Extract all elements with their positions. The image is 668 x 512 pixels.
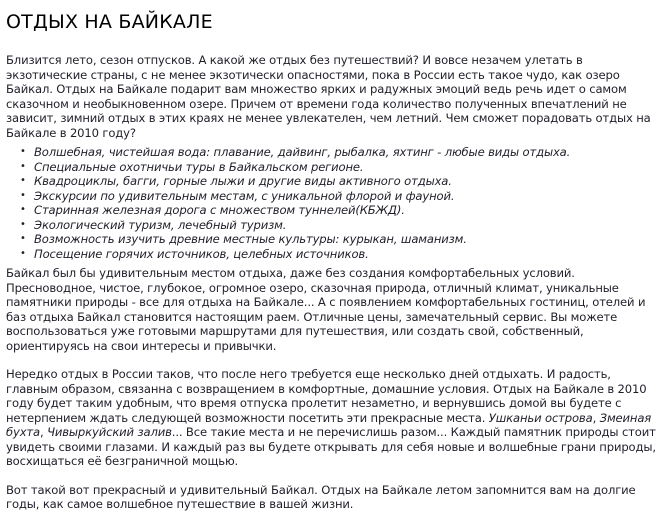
place-name: Чивыркуйский залив xyxy=(47,425,172,439)
list-item-label: Возможность изучить древние местные культуры: курыкан, шаманизм. xyxy=(34,232,467,246)
list-item-label: Старинная железная дорога с множеством туннелей(КБЖД). xyxy=(34,203,405,217)
bullet-icon: • xyxy=(20,218,26,230)
separator: , xyxy=(39,425,48,439)
intro-paragraph: Близится лето, сезон отпусков. А какой же отдых без путешествий? И вовсе незачем улетать в экзотические страны, с не менее экзотически опасностями, пока в России есть такое чудо, как озеро Байкал. Отдых на Байкале подарит вам множество ярких и радужных эмоций ведь речь идет о самом сказочном и необыкновенном озере. Причем от времени года количество полученных впечатлений не зависит, зимний отдых в этих краях не менее увлекателен, чем летний. Чем сможет порадовать отдых на Байкале в 2010 году? xyxy=(6,53,651,140)
list-item xyxy=(20,145,662,160)
list-item xyxy=(20,174,662,189)
bullet-icon: • xyxy=(20,204,26,215)
list-item xyxy=(20,246,662,262)
body-paragraph-2: Байкал был бы удивительным местом отдыха, даже без создания комфортабельных условий. Пресноводное, чистое, глубокое, огромное озеро, сказочная природа, отличный климат, уникальные памятники природы - все для отдыха на Байкале... А с появлением комфортабельных гостиниц, отелей и баз отдыха Байкал становится настоящим раем. Отличные цены, замечательный сервис. Вы можете воспользоваться уже готовыми маршрутами для путешествия, или создать свой, собственный, ориентируясь на свои интересы и привычки. xyxy=(6,266,646,353)
separator: , xyxy=(592,410,600,425)
conclusion-paragraph: Вот такой вот прекрасный и удивительный Байкал. Отдых на Байкале летом запомнится вам на долгие годы, как самое волшебное путешествие в вашей жизни. xyxy=(6,482,636,511)
list-item-label: Экскурсии по удивительным местам, с уникальной флорой и фауной. xyxy=(34,188,455,203)
list-item xyxy=(20,188,662,204)
page-title: ОТДЫХ НА БАЙКАЛЕ xyxy=(6,11,213,33)
body-paragraph-3 xyxy=(6,367,662,469)
list-item xyxy=(20,203,662,218)
bullet-icon: • xyxy=(20,160,26,172)
place-name: Змеиная бухта xyxy=(6,410,652,439)
list-item-label: Посещение горячих источников, целебных источников. xyxy=(34,246,369,261)
list-item xyxy=(20,217,662,233)
list-item-label: Квадроциклы, багги, горные лыжи и другие виды активного отдыха. xyxy=(34,174,452,188)
bullet-icon: • xyxy=(20,247,26,259)
bullet-icon: • xyxy=(20,233,26,244)
list-item-label: Специальные охотничьи туры в Байкальском регионе. xyxy=(34,159,364,174)
bullet-icon: • xyxy=(20,189,26,201)
list-item xyxy=(20,159,662,175)
list-item-label: Волшебная, чистейшая вода: плавание, дайвинг, рыбалка, яхтинг - любые виды отдыха. xyxy=(34,145,571,159)
list-item xyxy=(20,232,662,247)
paragraph-text: Нередко отдых в России таков, что после него требуется еще несколько дней отдыхать. И радость, главным образом, связанна с возвращением в комфортные, домашние условия. Отдых на Байкале в 2010 году будет таким удобным, что время отпуска пролетит незаметно, и вернувшись домой вы будете с нетерпением ждать следующей возможности посетить эти прекрасные места. xyxy=(6,367,647,425)
bullet-icon: • xyxy=(20,146,26,157)
place-name: Ушканьи острова xyxy=(488,410,593,425)
features-list xyxy=(6,145,662,261)
paragraph-text: ... Все такие места и не перечислишь разом... Каждый памятник природы стоит увидеть своими глазами. И каждый раз вы будете открывать для себя новые и волшебные грани природы, восхищаться её безграничной мощью. xyxy=(6,425,656,468)
bullet-icon: • xyxy=(20,175,26,186)
list-item-label: Экологический туризм, лечебный туризм. xyxy=(34,217,287,232)
